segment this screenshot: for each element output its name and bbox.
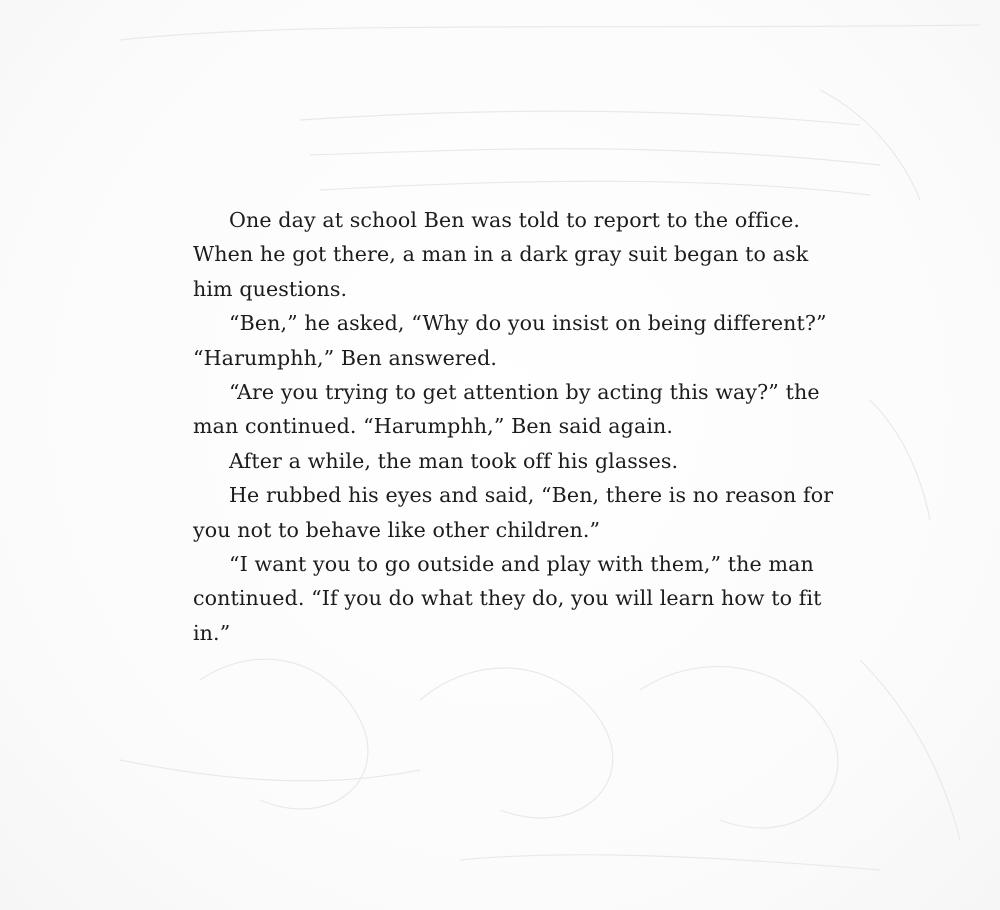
text-line: One day at school Ben was told to report to the office. xyxy=(229,208,801,232)
text-line: He rubbed his eyes and said, “Ben, there is no reason for xyxy=(229,483,834,508)
text-line: continued. “If you do what they do, you will learn how to fit xyxy=(193,586,822,611)
text-line: “Ben,” he asked, “Why do you insist on being different?” xyxy=(229,311,827,336)
text-line: “Harumphh,” Ben answered. xyxy=(193,345,498,370)
text-line: man continued. “Harumphh,” Ben said again. xyxy=(193,414,674,439)
text-line: you not to behave like other children.” xyxy=(193,517,601,542)
text-line: in.” xyxy=(193,620,231,645)
paragraph-7 xyxy=(193,547,853,650)
text-line: “Are you trying to get attention by acting this way?” the xyxy=(229,380,820,405)
paragraph-5 xyxy=(193,444,853,478)
text-line: “I want you to go outside and play with them,” the man xyxy=(229,552,814,577)
paragraph-6 xyxy=(193,478,853,547)
paragraph-4 xyxy=(193,375,853,444)
story-text xyxy=(193,203,853,650)
text-line: him questions. xyxy=(193,276,348,301)
paragraph-3 xyxy=(193,341,853,375)
paragraph-2 xyxy=(193,306,853,340)
text-line: When he got there, a man in a dark gray suit began to ask xyxy=(193,242,809,267)
text-line: After a while, the man took off his glasses. xyxy=(229,448,679,473)
paragraph-1 xyxy=(193,203,853,306)
